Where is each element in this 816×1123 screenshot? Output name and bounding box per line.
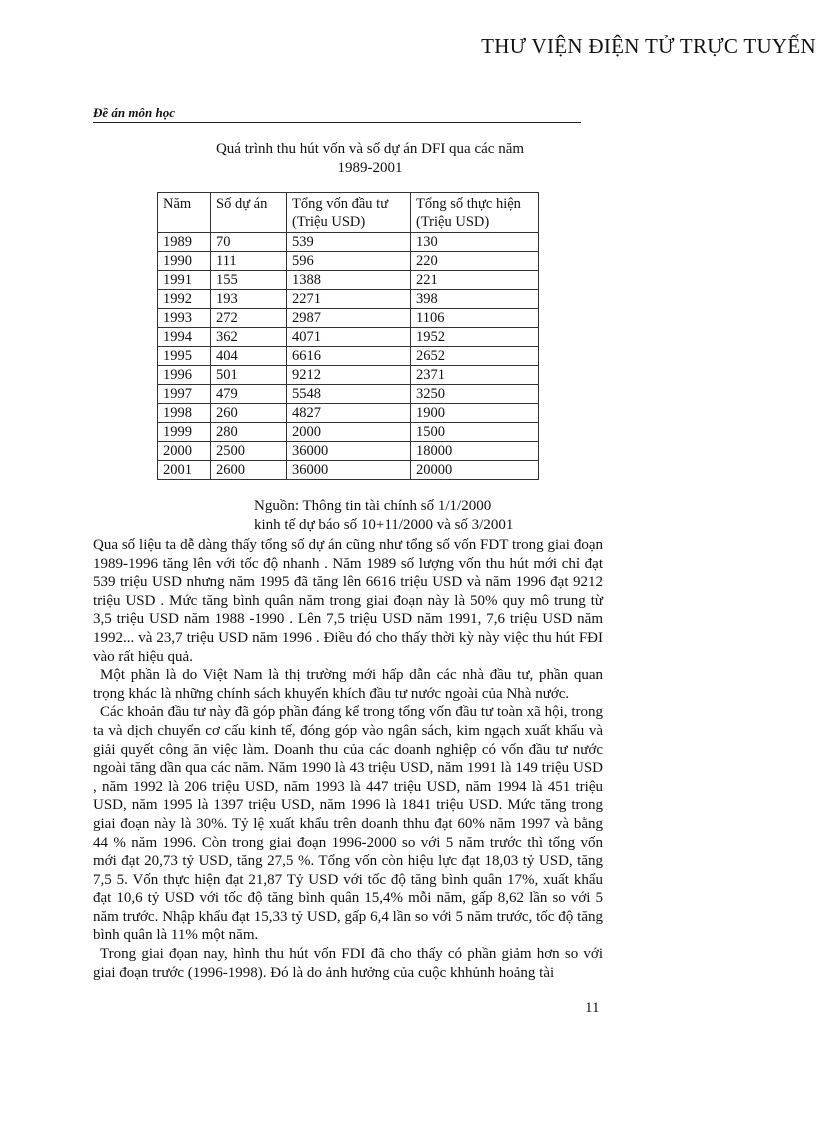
header-year: Năm [158, 193, 211, 233]
cell-projects: 111 [211, 252, 287, 271]
source-line-1: Nguồn: Thông tin tài chính số 1/1/2000 [254, 498, 492, 514]
cell-implemented: 2371 [411, 366, 539, 385]
cell-year: 1993 [158, 309, 211, 328]
header-total-capital: Tổng vốn đầu tư (Triệu USD) [287, 193, 411, 233]
header-implemented: Tổng số thực hiện (Triệu USD) [411, 193, 539, 233]
cell-total-capital: 4827 [287, 404, 411, 423]
cell-year: 1990 [158, 252, 211, 271]
cell-projects: 2600 [211, 461, 287, 480]
cell-total-capital: 36000 [287, 442, 411, 461]
cell-implemented: 18000 [411, 442, 539, 461]
cell-total-capital: 6616 [287, 347, 411, 366]
cell-projects: 404 [211, 347, 287, 366]
table-row [158, 271, 539, 290]
paragraph: Qua số liệu ta dễ dàng thấy tổng số dự án cũng như tổng số vốn FDT trong giai đoạn 1989-1996 tăng lên với tốc độ nhanh . Năm 1989 số lượng vốn thu hút mới chỉ đạt 539 triệu USD nhưng năm 1995 đã tăng lên 6616 triệu USD và năm 1996 đạt 9212 triệu USD . Mức tăng bình quân năm trong giai đoạn này là 50% quy mô trung từ 3,5 triệu USD năm 1988 -1990 . Lên 7,5 triệu USD năm 1991, 7,6 triệu USD năm 1992... và 23,7 triệu USD năm 1996 . Điều đó cho thấy thời kỳ này việc thu hút FĐI vào rất hiệu quả. [93, 537, 603, 665]
table-row [158, 309, 539, 328]
cell-implemented: 3250 [411, 385, 539, 404]
table-header-row [158, 193, 539, 233]
cell-year: 1998 [158, 404, 211, 423]
cell-total-capital: 596 [287, 252, 411, 271]
table-row [158, 404, 539, 423]
cell-implemented: 221 [411, 271, 539, 290]
cell-implemented: 220 [411, 252, 539, 271]
cell-implemented: 1900 [411, 404, 539, 423]
cell-implemented: 398 [411, 290, 539, 309]
paragraph: Một phần là do Việt Nam là thị trường mới hấp dẫn các nhà đầu tư, phần quan trọng khác là những chính sách khuyến khích đầu tư nước ngoài của Nhà nước. [93, 667, 603, 702]
source-line-2: kinh tế dự báo số 10+11/2000 và số 3/2001 [254, 517, 514, 533]
cell-total-capital: 2271 [287, 290, 411, 309]
table-row [158, 328, 539, 347]
cell-year: 2001 [158, 461, 211, 480]
table-row [158, 233, 539, 252]
cell-total-capital: 5548 [287, 385, 411, 404]
paragraph: Trong giai đọan nay, hình thu hút vốn FDI đã cho thấy có phần giảm hơn so với giai đoạn trước (1996-1998). Đó là do ảnh hưởng của cuộc khhủnh hoảng tài [93, 946, 603, 981]
table-row [158, 423, 539, 442]
cell-projects: 362 [211, 328, 287, 347]
cell-total-capital: 36000 [287, 461, 411, 480]
cell-projects: 272 [211, 309, 287, 328]
paragraph: Các khoản đầu tư này đã góp phần đáng kể trong tổng vốn đầu tư toàn xã hội, trong ta và dịch chuyển cơ cấu kinh tế, đóng góp vào ngân sách, kim ngạch xuất khẩu và giải quyết công ăn việc làm. Doanh thu của các doanh nghiệp có vốn đầu tư nước ngoài tăng dần qua các năm. Năm 1990 là 43 triệu USD, năm 1991 là 149 triệu USD , năm 1992 là 206 triệu USD, năm 1993 là 447 triệu USD, năm 1994 là 451 triệu USD, năm 1995 là 1397 triệu USD, năm 1996 là 1841 triệu USD. Mức tăng trong giai đoạn này là 30%. Tỷ lệ xuất khẩu trên doanh thhu đạt 60% năm 1997 và bằng 44 % năm 1996. Còn trong giai đoạn 1996-2000 so với 5 năm trước thì tổng vốn mới đạt 20,73 tỷ USD, tăng 27,5 %. Tổng vốn còn hiệu lực đạt 18,03 tỷ USD, tăng 7,5 5. Vốn thực hiện đạt 21,87 Tỷ USD với tốc độ tăng bình quân 17%, xuất khẩu đạt 10,6 tỷ USD với tốc độ tăng bình quân 15,4% mỗi năm, gấp 8,62 lần so với 5 năm trước. Nhập khẩu đạt 15,33 tỷ USD, gấp 6,4 lần so với 5 năm trước, tốc độ tăng bình quân là 11% một năm. [93, 704, 603, 944]
table-caption [0, 140, 740, 178]
cell-year: 1994 [158, 328, 211, 347]
cell-total-capital: 4071 [287, 328, 411, 347]
site-title: THƯ VIỆN ĐIỆN TỬ TRỰC TUYẾN [481, 34, 816, 58]
cell-year: 1991 [158, 271, 211, 290]
table-row [158, 252, 539, 271]
cell-implemented: 130 [411, 233, 539, 252]
cell-total-capital: 1388 [287, 271, 411, 290]
cell-projects: 2500 [211, 442, 287, 461]
cell-projects: 155 [211, 271, 287, 290]
table-source [254, 497, 513, 535]
body-text [93, 536, 603, 982]
cell-year: 1989 [158, 233, 211, 252]
cell-total-capital: 2987 [287, 309, 411, 328]
page-number: 11 [585, 1000, 600, 1016]
cell-year: 1992 [158, 290, 211, 309]
cell-projects: 501 [211, 366, 287, 385]
header-projects: Số dự án [211, 193, 287, 233]
cell-year: 2000 [158, 442, 211, 461]
fdi-table [157, 192, 539, 480]
cell-projects: 479 [211, 385, 287, 404]
cell-projects: 280 [211, 423, 287, 442]
cell-year: 1997 [158, 385, 211, 404]
cell-total-capital: 2000 [287, 423, 411, 442]
table-row [158, 442, 539, 461]
table-row [158, 366, 539, 385]
cell-total-capital: 9212 [287, 366, 411, 385]
cell-year: 1995 [158, 347, 211, 366]
table-row [158, 347, 539, 366]
cell-projects: 260 [211, 404, 287, 423]
cell-projects: 70 [211, 233, 287, 252]
cell-year: 1999 [158, 423, 211, 442]
cell-implemented: 20000 [411, 461, 539, 480]
table-row [158, 385, 539, 404]
cell-implemented: 2652 [411, 347, 539, 366]
cell-implemented: 1500 [411, 423, 539, 442]
caption-line-1: Quá trình thu hút vốn và số dự án DFI qua các năm [215, 141, 525, 157]
cell-total-capital: 539 [287, 233, 411, 252]
cell-implemented: 1106 [411, 309, 539, 328]
table-row [158, 461, 539, 480]
cell-projects: 193 [211, 290, 287, 309]
cell-implemented: 1952 [411, 328, 539, 347]
table-row [158, 290, 539, 309]
caption-line-2: 1989-2001 [337, 160, 403, 176]
cell-year: 1996 [158, 366, 211, 385]
document-header: Đề án môn học [93, 105, 581, 123]
